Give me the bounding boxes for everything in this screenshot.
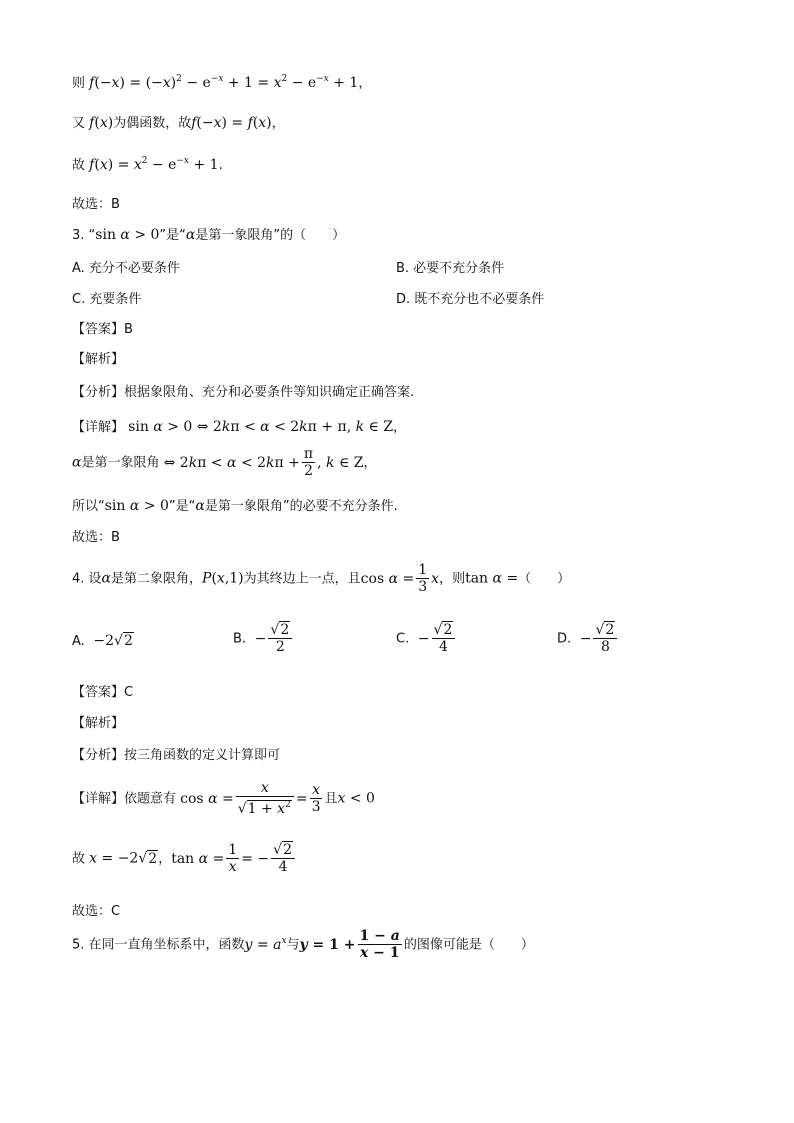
q4-choose: 故选：C — [72, 904, 121, 919]
q4-fenxi: 【分析】按三角函数的定义计算即可 — [72, 748, 281, 763]
q3-detail-line-2: α是第一象限角 ⇔ 2kπ < α < 2kπ + $\frac{\pi}{2}$ , k ∈ Z， — [72, 446, 377, 479]
q4-option-a: A. −2√2 — [72, 633, 133, 649]
q4-option-b: B. − $\frac{√2}{2}$ — [233, 622, 294, 655]
q4-analysis-heading: 【解析】 — [72, 716, 125, 731]
q4-option-c: C. − $\frac{√2}{4}$ — [396, 622, 457, 655]
q4-detail-line-1: 【详解】依题意有 cos α = $\frac{x}{√1 + x^2}$ = $\frac{x}{3}$ 且x < 0 — [72, 780, 375, 817]
question-5: 5. 在同一直角坐标系中，函数$y = a^x$与y = 1 + $\frac{1 - a}{x - 1}$ 的图像可能是（ ） — [72, 928, 534, 961]
q3-option-d: D. 既不充分也不必要条件 — [396, 292, 545, 307]
derivation-line-1: 则 $f(-x) = (-x)^2 - e^{-x} + 1 = x^2 - e^{-x} + 1$， — [72, 74, 372, 91]
q4-answer: 【答案】C — [72, 685, 134, 700]
q3-option-a: A. 充分不必要条件 — [72, 261, 180, 276]
question-4: 4. 设α是第二象限角，P(x,1)为其终边上一点，且cos α = $\frac{1}{3}$ x，则tan α =（ ） — [72, 562, 571, 595]
equation-f-neg-x: $f(-x) = (-x)^2 - e^{-x} + 1 = x^2 - e^{-x} + 1$ — [89, 74, 359, 91]
q3-analysis-heading: 【解析】 — [72, 352, 125, 367]
answer-choice-q2: 故选：B — [72, 197, 120, 212]
q3-detail-line-1: 【详解】 sin α > 0 ⇔ 2kπ < α < 2kπ + π, k ∈ Z， — [72, 419, 407, 435]
q3-option-b: B. 必要不充分条件 — [396, 261, 505, 276]
derivation-line-2: 又 f(x)为偶函数，故f(−x) = f(x)， — [72, 115, 285, 131]
q3-conclusion: 所以“sin α > 0”是“α是第一象限角”的必要不充分条件. — [72, 498, 398, 514]
q3-choose: 故选：B — [72, 530, 120, 545]
q3-option-c: C. 充要条件 — [72, 292, 142, 307]
q3-fenxi: 【分析】根据象限角、充分和必要条件等知识确定正确答案. — [72, 385, 415, 400]
question-3: 3. “sin α > 0”是“α是第一象限角”的（ ） — [72, 227, 346, 243]
q4-option-d: D. − $\frac{√2}{8}$ — [557, 622, 619, 655]
q3-answer: 【答案】B — [72, 322, 133, 337]
derivation-line-3: 故 $f(x) = x^2 - e^{-x} + 1$. — [72, 156, 223, 173]
q4-detail-line-2: 故 x = −2√2，tan α = $\frac{1}{x}$ = − $\frac{√2}{4}$ — [72, 842, 297, 875]
